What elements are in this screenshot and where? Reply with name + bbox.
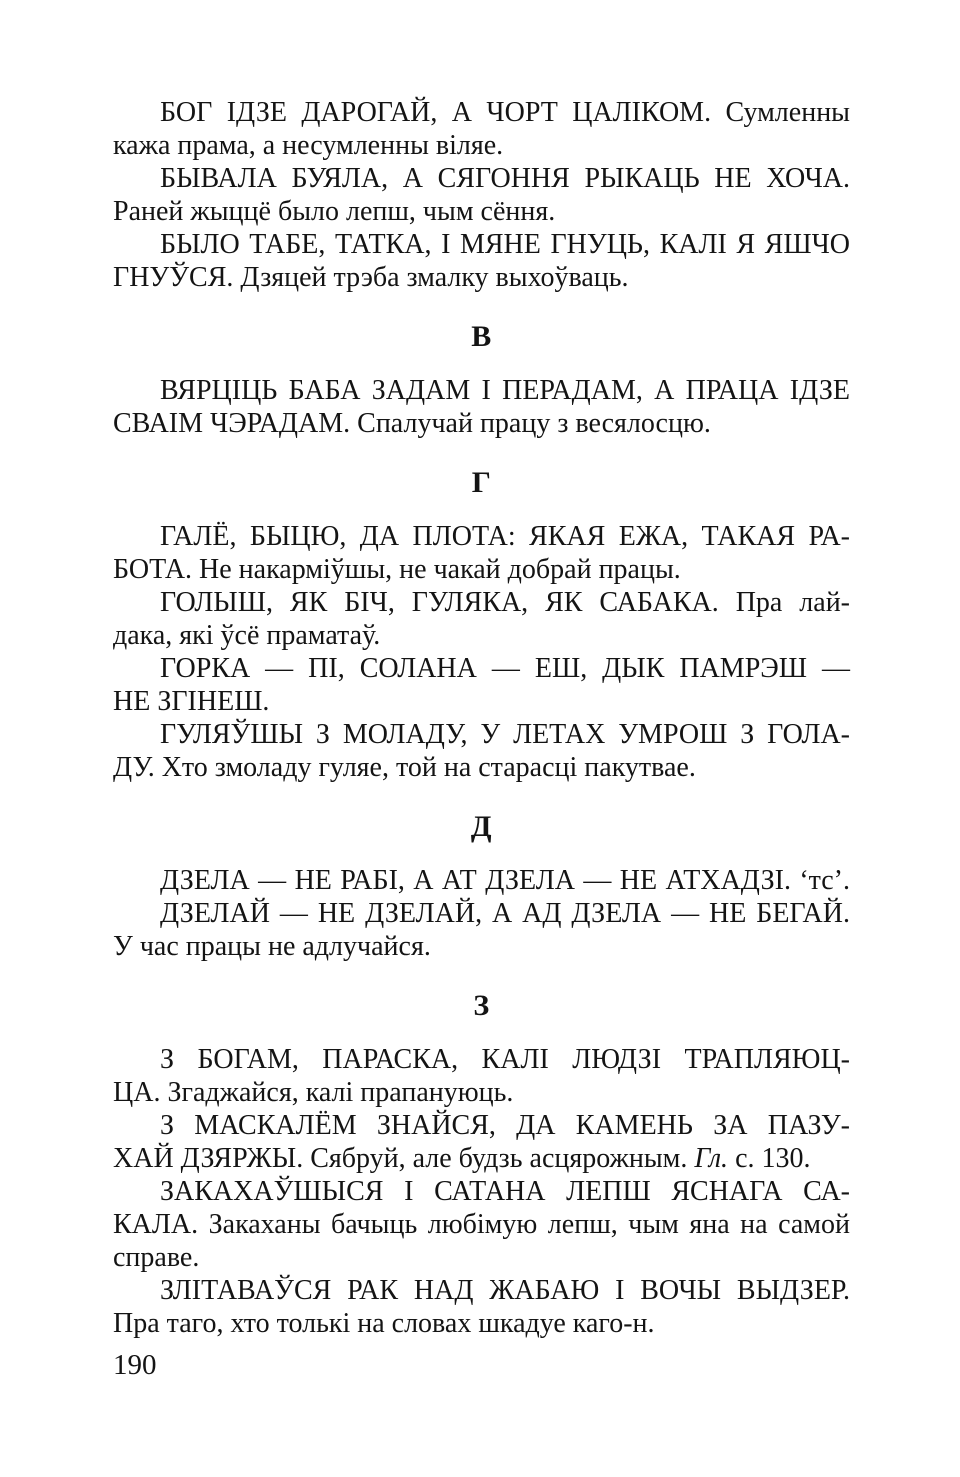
paragraph (113, 864, 850, 897)
text-body (113, 96, 850, 1340)
paragraph (113, 1109, 850, 1175)
text-line (113, 1274, 850, 1307)
text-line (113, 619, 850, 652)
text-line (113, 520, 850, 553)
text-segment: ГАЛЁ, БЫЦЮ, ДА ПЛОТА: ЯКАЯ ЕЖА, ТАКАЯ РА- (160, 521, 850, 552)
text-line (113, 897, 850, 930)
text-line (113, 407, 850, 440)
text-segment: НЕ ЗГІНЕШ. (113, 686, 270, 717)
text-segment: ДЗЕЛАЙ — НЕ ДЗЕЛАЙ, А АД ДЗЕЛА — НЕ БЕГАЙ. (160, 898, 850, 929)
text-segment: КАЛА. Закаханы бачыць любімую лепш, чым яна на самой (113, 1209, 850, 1240)
text-segment: БОГ ІДЗЕ ДАРОГАЙ, А ЧОРТ ЦАЛІКОМ. Сумленны (160, 97, 850, 128)
paragraph (113, 718, 850, 784)
text-segment: ГУЛЯЎШЫ З МОЛАДУ, У ЛЕТАХ УМРОШ З ГОЛА- (160, 719, 850, 750)
text-line (113, 129, 850, 162)
text-segment: с. 130. (728, 1143, 811, 1174)
text-line (113, 751, 850, 784)
paragraph (113, 1274, 850, 1340)
text-segment: ХАЙ ДЗЯРЖЫ. Сябруй, але будзь асцярожным. (113, 1143, 695, 1174)
text-segment: ГНУЎСЯ. Дзяцей трэба змалку выхоўваць. (113, 262, 629, 293)
text-segment: ЗАКАХАЎШЫСЯ І САТАНА ЛЕПШ ЯСНАГА СА- (160, 1176, 850, 1207)
text-line (113, 685, 850, 718)
paragraph (113, 374, 850, 440)
text-segment: ЦА. Згаджайся, калі прапануюць. (113, 1077, 514, 1108)
text-segment: У час працы не адлучайся. (113, 931, 431, 962)
text-line (113, 1241, 850, 1274)
text-segment: дака, які ўсё праматаў. (113, 620, 381, 651)
section-letter: Г (471, 466, 492, 499)
text-line (113, 1307, 850, 1340)
text-line (113, 864, 850, 897)
text-line (113, 553, 850, 586)
paragraph (113, 897, 850, 963)
text-line (113, 586, 850, 619)
text-line (113, 930, 850, 963)
paragraph (113, 228, 850, 294)
text-segment: ГОРКА — ПІ, СОЛАНА — ЕШ, ДЫК ПАМРЭШ — (160, 653, 850, 684)
text-segment: ВЯРЦІЦЬ БАБА ЗАДАМ І ПЕРАДАМ, А ПРАЦА ІДЗЕ (160, 375, 850, 406)
text-segment: БЫЛО ТАБЕ, ТАТКА, І МЯНЕ ГНУЦЬ, КАЛІ Я ЯШЧО (160, 229, 850, 260)
text-line (113, 1109, 850, 1142)
text-line (113, 1043, 850, 1076)
text-line (113, 374, 850, 407)
text-segment: ДУ. Хто змоладу гуляе, той на старасці пакутвае. (113, 752, 696, 783)
paragraph (113, 1043, 850, 1109)
section-letter: Д (470, 810, 493, 843)
text-segment: СВАІМ ЧЭРАДАМ. Спалучай працу з весялосцю. (113, 408, 711, 439)
text-segment: БЫВАЛА БУЯЛА, А СЯГОННЯ РЫКАЦЬ НЕ ХОЧА. (160, 163, 850, 194)
page-number: 190 (113, 1349, 157, 1381)
paragraph (113, 520, 850, 586)
text-segment: Пра таго, хто толькі на словах шкадуе каго-н. (113, 1308, 655, 1339)
section-letter: В (471, 320, 492, 353)
text-line (113, 718, 850, 751)
text-line (113, 1076, 850, 1109)
text-line (113, 261, 850, 294)
text-segment: ГОЛЫШ, ЯК БІЧ, ГУЛЯКА, ЯК САБАКА. Пра лай- (160, 587, 850, 618)
paragraph (113, 586, 850, 652)
text-line (113, 1142, 850, 1175)
text-segment: З БОГАМ, ПАРАСКА, КАЛІ ЛЮДЗІ ТРАПЛЯЮЦ- (160, 1044, 850, 1075)
paragraph (113, 96, 850, 162)
text-line (113, 195, 850, 228)
italic-reference: Гл. (694, 1143, 729, 1174)
text-line (113, 162, 850, 195)
text-segment: Раней жыццё было лепш, чым сёння. (113, 196, 556, 227)
paragraph (113, 162, 850, 228)
text-segment: ДЗЕЛА — НЕ РАБІ, А АТ ДЗЕЛА — НЕ АТХАДЗІ. ‘тс’. (160, 865, 850, 896)
text-line (113, 1175, 850, 1208)
paragraph (113, 1175, 850, 1274)
text-segment: справе. (113, 1242, 200, 1273)
text-segment: ЗЛІТАВАЎСЯ РАК НАД ЖАБАЮ І ВОЧЫ ВЫДЗЕР. (160, 1275, 850, 1306)
paragraph (113, 652, 850, 718)
text-line (113, 96, 850, 129)
text-segment: БОТА. Не накарміўшы, не чакай добрай працы. (113, 554, 681, 585)
text-line (113, 1208, 850, 1241)
text-line (113, 652, 850, 685)
section-letter: З (473, 989, 490, 1022)
text-segment: кажа прама, а несумленны віляе. (113, 130, 504, 161)
text-line (113, 228, 850, 261)
text-segment: З МАСКАЛЁМ ЗНАЙСЯ, ДА КАМЕНЬ ЗА ПАЗУ- (160, 1110, 850, 1141)
